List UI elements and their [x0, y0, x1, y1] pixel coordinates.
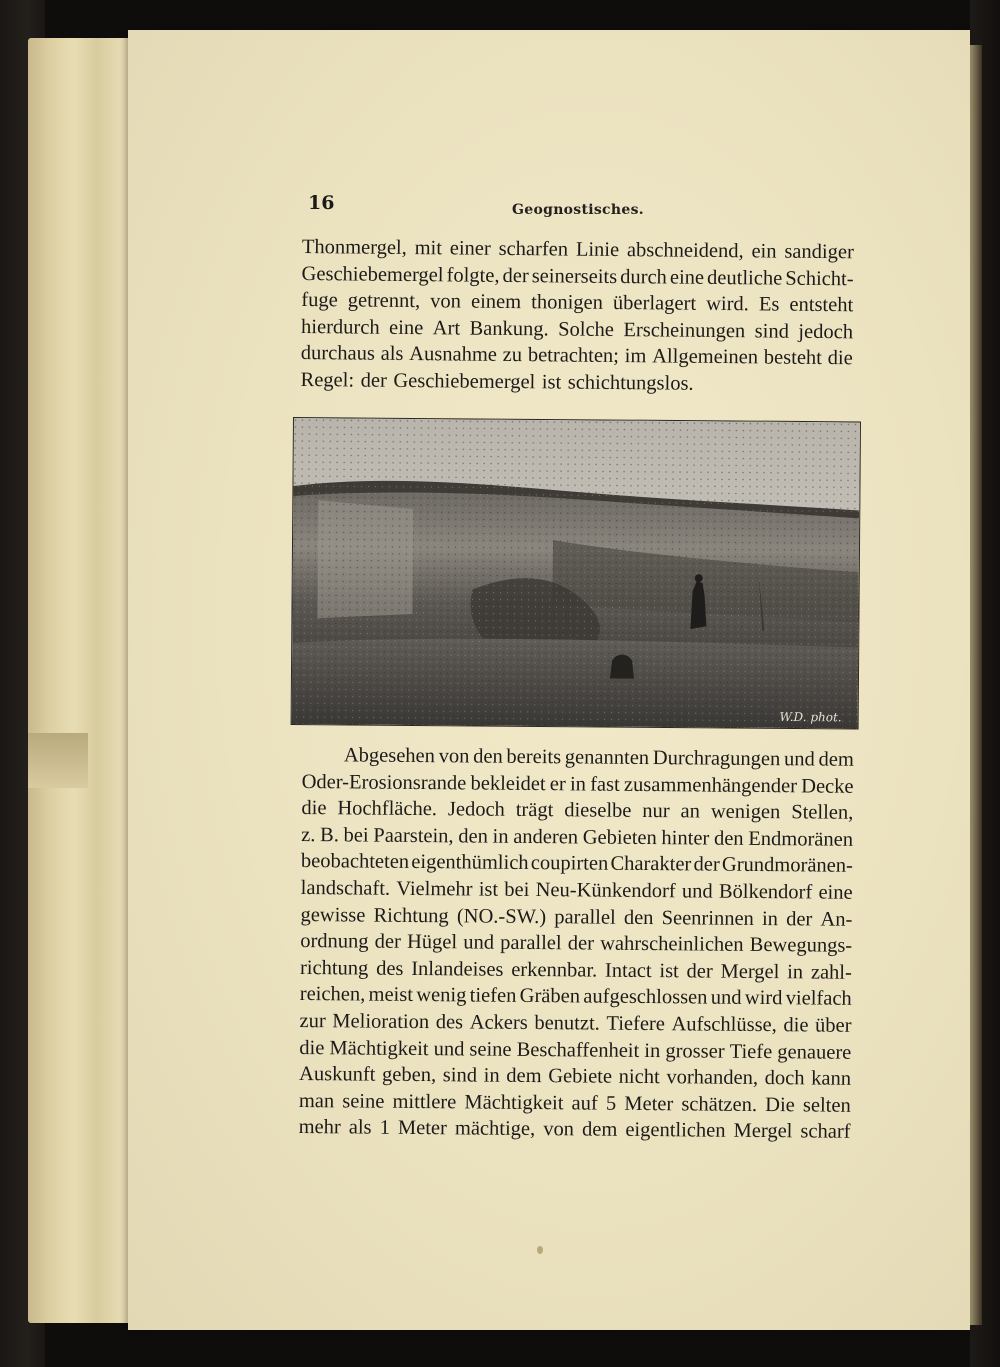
word: Mergel: [720, 960, 780, 983]
word: B.: [320, 823, 340, 847]
word: Gebiete: [548, 1065, 613, 1088]
photo-image: [292, 418, 860, 728]
word: An-: [820, 908, 853, 931]
word: Ausnahme: [409, 343, 498, 367]
word: abschneidend,: [626, 239, 744, 263]
word: und: [463, 931, 495, 954]
word: ordnung: [300, 930, 369, 953]
word: aufgeschlossen: [583, 985, 708, 1009]
word: Linie: [575, 238, 620, 262]
word: Decke: [801, 774, 854, 798]
word: Charakter: [610, 853, 692, 876]
word: Bölkendorf: [718, 880, 813, 904]
word: jedoch: [798, 320, 854, 344]
paragraph-main: [299, 742, 854, 1146]
word: geben,: [381, 1063, 437, 1087]
word: nicht: [618, 1065, 660, 1089]
word: hinter: [661, 826, 710, 850]
word: mächtige,: [454, 1117, 536, 1141]
word: Gebieten: [582, 826, 657, 849]
word: ist: [478, 878, 499, 901]
word: Solche: [558, 318, 615, 341]
word: seine: [342, 1090, 385, 1113]
word: Die: [765, 1093, 795, 1117]
text-line: [299, 1114, 851, 1145]
word: die: [827, 347, 853, 370]
word: bekleidet: [470, 772, 546, 795]
running-head: Geognostisches.: [512, 202, 644, 218]
word: vorhanden,: [666, 1066, 759, 1090]
word: coupirten: [530, 852, 609, 876]
word: Beschaffenheit: [516, 1038, 640, 1062]
word: die: [299, 1036, 325, 1059]
word: scharf: [800, 1120, 851, 1144]
word: anderen: [513, 825, 579, 849]
word: zur: [299, 1009, 326, 1033]
page-number: 16: [308, 192, 335, 214]
word: bereits: [506, 745, 562, 769]
word: ist: [659, 959, 679, 983]
word: Meter: [624, 1092, 674, 1115]
word: Regel:: [300, 368, 355, 392]
photograph: [291, 417, 861, 729]
word: wenig: [416, 984, 467, 1007]
word: Inlandeises: [411, 957, 504, 981]
word: mittlere: [392, 1090, 457, 1114]
word: als: [348, 1116, 372, 1139]
word: und: [783, 748, 815, 771]
word: parallel: [500, 931, 562, 955]
word: Neu-Künkendorf: [535, 879, 676, 903]
word: dieselbe: [564, 799, 632, 823]
word: fuge: [301, 289, 338, 312]
word: im: [624, 345, 647, 368]
word: Melioration: [332, 1010, 430, 1034]
word: Erscheinungen: [623, 318, 746, 343]
word: mehr: [298, 1116, 341, 1139]
word: (NO.-SW.): [456, 904, 547, 928]
word: in: [787, 960, 804, 984]
word: thonigen: [531, 291, 604, 315]
word: parallel: [554, 905, 616, 929]
word: betrachten;: [527, 344, 620, 368]
word: dem: [506, 1064, 542, 1088]
word: Ackers: [469, 1011, 528, 1034]
word: des: [376, 957, 404, 980]
word: genauere: [777, 1040, 852, 1064]
word: schätzen.: [681, 1093, 758, 1116]
word: einem: [470, 290, 522, 314]
photo-credit: W.D. phot.: [779, 709, 842, 725]
word: man: [298, 1089, 335, 1113]
word: die: [301, 797, 327, 820]
word: deutliche: [706, 266, 783, 290]
word: Jedoch: [447, 798, 505, 821]
word: seinerseits: [531, 264, 618, 288]
word: von: [543, 1118, 575, 1141]
word: der: [686, 960, 713, 983]
word: Grundmoränen-: [721, 854, 854, 878]
word: tiefen: [469, 984, 517, 1008]
paragraph-continued: [300, 234, 854, 399]
word: Stellen,: [791, 801, 854, 825]
word: und: [433, 1037, 465, 1060]
word: richtung: [299, 956, 369, 980]
word: Endmoränen: [748, 827, 854, 851]
word: doch: [764, 1067, 805, 1090]
word: Auskunft: [299, 1063, 376, 1086]
word: nur: [642, 800, 670, 823]
word: bei: [343, 824, 369, 847]
word: gewisse: [300, 903, 366, 927]
word: Vielmehr: [396, 877, 473, 901]
word: folgte,: [446, 263, 500, 287]
word: eigentlichen: [625, 1119, 726, 1143]
text-line: [301, 287, 853, 319]
word: in: [483, 1064, 500, 1087]
word: zahl-: [810, 961, 852, 984]
word: 1: [379, 1117, 390, 1140]
word: dem: [581, 1118, 618, 1142]
word: schichtungslos.: [567, 371, 694, 395]
word: Aufschlüsse,: [671, 1013, 777, 1037]
word: Geschiebemergel: [393, 369, 536, 394]
word: reichen,: [299, 983, 366, 1006]
word: Durchragungen: [652, 747, 781, 771]
word: der: [567, 932, 595, 955]
word: seine: [469, 1038, 512, 1061]
word: Es: [758, 293, 780, 316]
word: den: [458, 825, 489, 848]
word: Tiefere: [606, 1012, 665, 1036]
word: als: [380, 343, 404, 366]
word: Hochfläche.: [337, 797, 438, 821]
word: der: [360, 369, 387, 392]
word: dem: [818, 748, 854, 771]
word: des: [435, 1011, 464, 1034]
word: besteht: [763, 346, 823, 370]
word: Richtung: [373, 904, 449, 927]
word: durchaus: [300, 342, 375, 366]
word: zusammenhängender: [623, 773, 798, 797]
word: trägt: [515, 799, 554, 822]
word: Geschiebemergel: [301, 262, 444, 286]
word: 5: [605, 1092, 617, 1115]
word: Paarstein,: [373, 824, 454, 848]
word: eine: [818, 881, 853, 904]
word: an: [680, 800, 701, 823]
word: von: [438, 745, 470, 768]
word: Tiefe: [729, 1040, 773, 1063]
word: scharfen: [498, 237, 569, 261]
word: in: [569, 772, 587, 796]
word: Hügel: [406, 931, 458, 954]
word: eine: [669, 266, 705, 289]
word: eine: [389, 316, 424, 339]
word: überlagert: [612, 292, 697, 315]
word: erkennbar.: [511, 958, 598, 982]
word: Gräben: [519, 985, 581, 1008]
word: die: [783, 1014, 809, 1037]
word: Mächtigkeit: [464, 1091, 564, 1115]
word: z.: [301, 823, 316, 846]
word: fast: [590, 773, 620, 796]
word: bei: [504, 878, 530, 901]
word: getrennt,: [347, 289, 421, 313]
word: in: [492, 825, 509, 848]
word: auf: [571, 1092, 598, 1115]
word: zu: [502, 344, 523, 367]
word: einer: [449, 237, 491, 260]
word: wird: [744, 987, 783, 1010]
word: wird.: [706, 293, 749, 316]
word: wenigen: [710, 800, 781, 824]
word: der: [374, 930, 402, 954]
word: sind: [442, 1064, 478, 1087]
word: über: [815, 1014, 852, 1037]
word: kann: [811, 1067, 852, 1090]
text-line: [300, 367, 852, 399]
word: ist: [541, 371, 562, 394]
word: und: [681, 880, 713, 903]
word: eigenthümlich: [411, 851, 529, 875]
word: entsteht: [789, 293, 854, 317]
word: benutzt.: [534, 1011, 600, 1035]
word: landschaft.: [300, 876, 391, 900]
page-mark: [537, 1246, 543, 1254]
word: Allgemeinen: [652, 345, 759, 369]
word: Seenrinnen: [661, 906, 754, 930]
word: vielfach: [785, 987, 852, 1011]
word: Abgesehen: [343, 744, 436, 768]
word: genannten: [564, 746, 650, 770]
word: mit: [414, 237, 443, 260]
word: Bankung.: [469, 317, 549, 341]
word: Mergel: [733, 1120, 793, 1143]
word: Bewegungs-: [749, 934, 853, 957]
word: meist: [368, 983, 414, 1007]
word: den: [713, 827, 744, 850]
word: grosser: [665, 1039, 725, 1063]
word: wahrscheinlichen: [600, 932, 744, 957]
word: Art: [432, 317, 461, 340]
word: den: [473, 745, 503, 768]
word: in: [761, 907, 779, 930]
word: von: [430, 290, 462, 313]
page-stack-edges: [28, 38, 143, 1323]
word: Schicht-: [785, 267, 854, 290]
word: und: [710, 986, 742, 1010]
word: in: [644, 1039, 661, 1062]
word: Intact: [604, 959, 652, 982]
word: Mächtigkeit: [329, 1036, 429, 1060]
word: er: [549, 772, 566, 795]
word: Meter: [397, 1117, 447, 1140]
word: sandiger: [784, 240, 854, 264]
word: der: [693, 853, 720, 877]
word: Oder-Erosionsrande: [301, 770, 467, 795]
word: selten: [802, 1094, 851, 1117]
word: ein: [751, 240, 777, 263]
word: beobachteten: [300, 850, 410, 874]
word: den: [623, 906, 654, 929]
word: sind: [754, 320, 790, 343]
word: Thonmergel,: [301, 235, 407, 260]
word: durch: [620, 265, 667, 289]
word: der: [502, 264, 529, 287]
word: der: [786, 907, 813, 931]
word: hierdurch: [301, 315, 380, 339]
